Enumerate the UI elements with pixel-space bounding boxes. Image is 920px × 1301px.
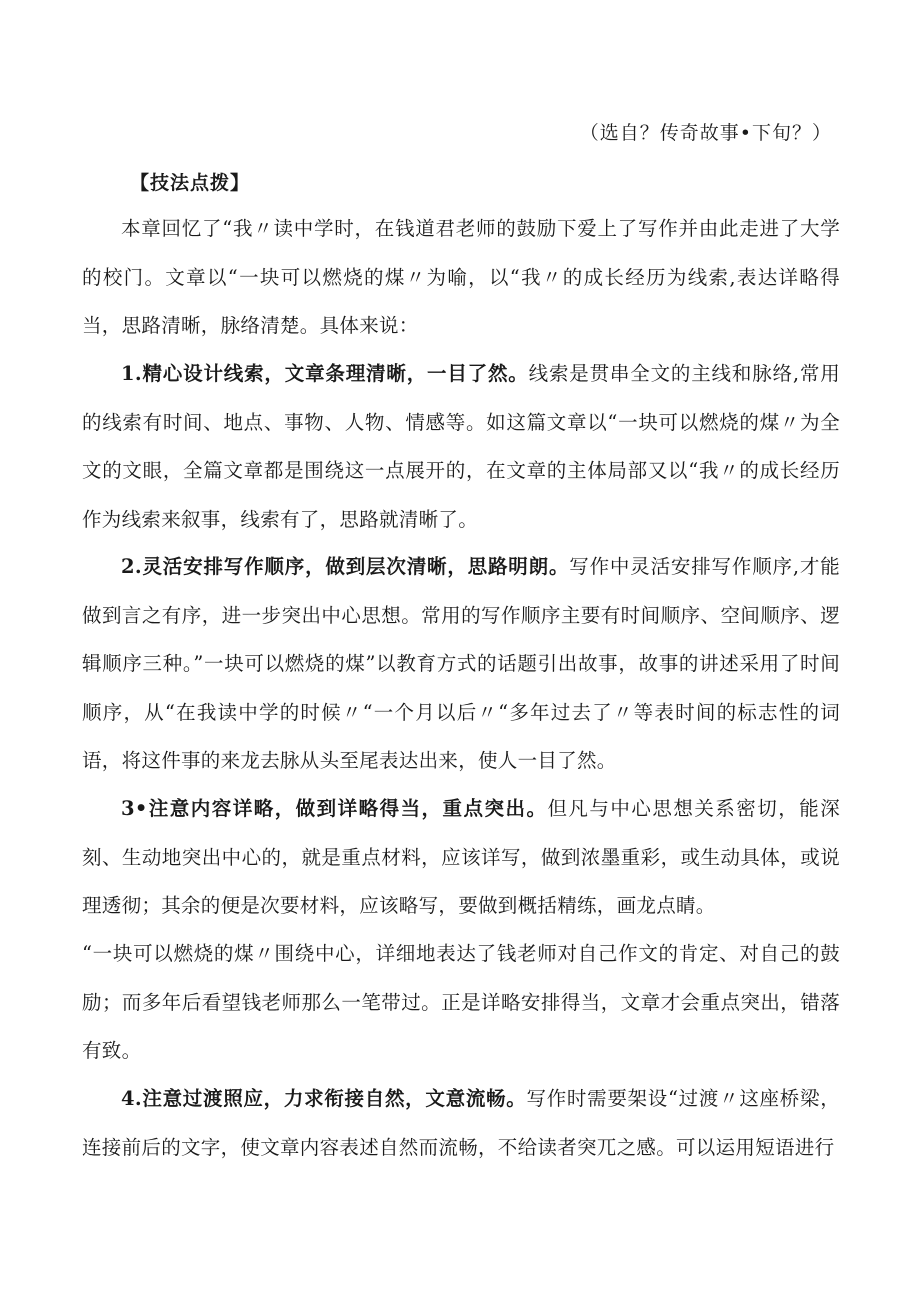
paragraph-lead: 2.灵活安排写作顺序，做到层次清晰，思路明朗。 bbox=[121, 555, 570, 578]
paragraph-point-4 bbox=[82, 1075, 840, 1172]
paragraph-text: 但凡与中心思想关系密切，能深刻、生动地突出中心的，就是重点材料，应该详写，做到浓墨重彩，或生动具体，或说理透彻；其余的便是次要材料，应该略写，要做到概括精练，画龙点睛。 bbox=[82, 797, 840, 918]
paragraph-point-3 bbox=[82, 785, 840, 931]
paragraph-intro bbox=[82, 205, 840, 351]
body-text bbox=[82, 350, 840, 544]
paragraph-text: 本章回忆了“我〃读中学时，在钱道君老师的鼓励下爱上了写作并由此走进了大学的校门。文章以“一块可以燃烧的煤〃为喻，以“我〃的成长经历为线索,表达详略得当，思路清晰，脉络清楚。具体来说： bbox=[82, 217, 840, 338]
body-text bbox=[82, 930, 840, 1076]
paragraph-text: “一块可以燃烧的煤〃围绕中心，详细地表达了钱老师对自己作文的肯定、对自己的鼓励；而多年后看望钱老师那么一笔带过。正是详略安排得当，文章才会重点突出，错落有致。 bbox=[82, 942, 840, 1063]
body-text bbox=[82, 1075, 840, 1172]
paragraph-lead: 4.注意过渡照应，力求衔接自然，文意流畅。 bbox=[121, 1087, 527, 1110]
paragraph-point-3-continued bbox=[82, 930, 840, 1076]
paragraph-text: 写作时需要架设“过渡〃这座桥梁，连接前后的文字，使文章内容表述自然而流畅，不给读者突兀之感。可以运用短语进行 bbox=[82, 1087, 840, 1159]
paragraph-point-2 bbox=[82, 543, 840, 786]
paragraph-text: 写作中灵活安排写作顺序,才能做到言之有序，进一步突出中心思想。常用的写作顺序主要有时间顺序、空间顺序、逻辑顺序三种。”一块可以燃烧的煤”以教育方式的话题引出故事，故事的讲述采用了时间顺序，从“在我读中学的时候〃“一个月以后〃“多年过去了〃等表时间的标志性的词语，将这件事的来龙去脉从头至尾表达出来，使人一目了然。 bbox=[82, 555, 840, 773]
section-heading: 【技法点拨】 bbox=[130, 172, 251, 194]
paragraph-point-1 bbox=[82, 350, 840, 544]
body-text bbox=[82, 543, 840, 786]
paragraph-lead: 1.精心设计线索，文章条理清晰，一目了然。 bbox=[121, 362, 529, 385]
paragraph-text: 线索是贯串全文的主线和脉络,常用的线索有时间、地点、事物、人物、情感等。如这篇文章以“一块可以燃烧的煤〃为全文的文眼，全篇文章都是围绕这一点展开的，在文章的主体局部又以“我〃的成长经历作为线索来叙事，线索有了，思路就清晰了。 bbox=[82, 362, 840, 531]
body-text bbox=[82, 205, 840, 351]
paragraph-lead: 3•注意内容详略，做到详略得当，重点突出。 bbox=[121, 797, 548, 820]
source-citation: （选自？传奇故事•下旬？） bbox=[579, 122, 832, 144]
body-text bbox=[82, 785, 840, 931]
